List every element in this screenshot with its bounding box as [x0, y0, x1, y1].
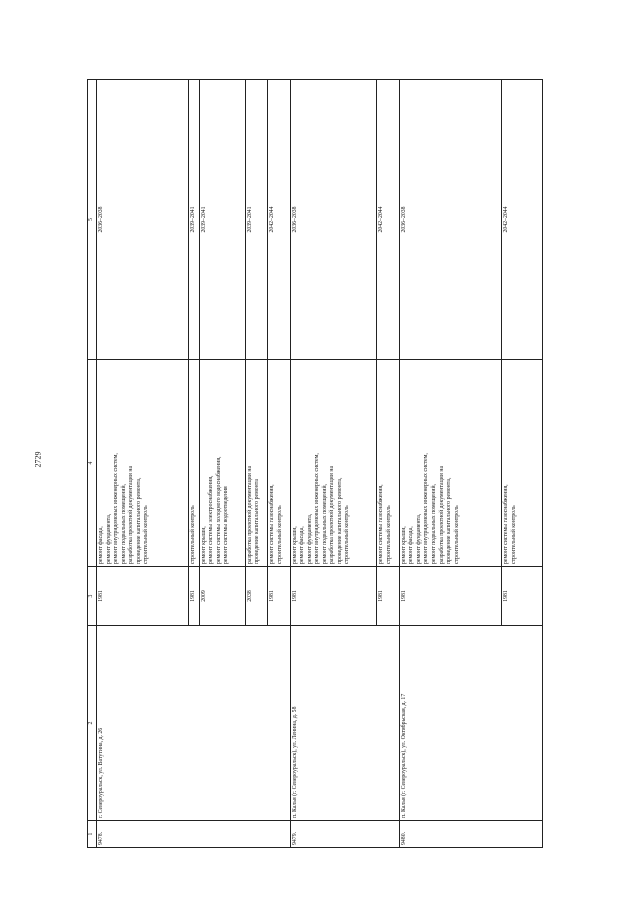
- record-year: 1981: [399, 567, 501, 626]
- work-item: проведение капитального ремонта: [254, 479, 261, 564]
- work-item: ремонт крыши,: [291, 526, 298, 564]
- record-period: 2036–2038: [97, 80, 189, 360]
- work-item: ремонт крыши,: [400, 526, 407, 564]
- record-works: [97, 360, 189, 567]
- record-works: [268, 360, 290, 567]
- repair-schedule-table: [87, 79, 543, 848]
- record-period: 2036–2038: [399, 80, 501, 360]
- header-col-5: 5: [88, 80, 97, 360]
- record-year: 1981: [188, 567, 199, 626]
- work-item: строительный контроль: [453, 505, 460, 564]
- header-col-4: 4: [88, 360, 97, 567]
- work-item: строительный контроль: [189, 505, 196, 564]
- work-item: ремонт системы газоснабжения,: [269, 484, 276, 564]
- work-item: разработка проектной документации на: [438, 465, 445, 564]
- work-item: строительный контроль: [276, 505, 283, 564]
- record-works: [502, 360, 543, 567]
- record-period: 2042–2044: [502, 80, 543, 360]
- record-period: 2042–2044: [268, 80, 290, 360]
- work-item: ремонт фасада,: [299, 526, 306, 564]
- header-col-3: 3: [88, 567, 97, 626]
- work-item: разработка проектной документации на: [246, 465, 253, 564]
- work-item: проведение капитального ремонта,: [336, 477, 343, 564]
- work-item: ремонт подвальных помещений,: [321, 484, 328, 564]
- record-number: 9479.: [290, 821, 399, 848]
- record-number: 9478.: [97, 821, 291, 848]
- work-item: строительный контроль: [510, 505, 517, 564]
- table-row: [399, 80, 501, 848]
- record-year: 1981: [290, 567, 377, 626]
- work-item: ремонт фундамента,: [105, 513, 112, 564]
- record-address: п. Калья (г. Североуральск), ул. Ленина, д. 58: [290, 626, 399, 821]
- record-works: [399, 360, 501, 567]
- work-item: ремонт крыши,: [200, 526, 207, 564]
- work-item: проведение капитального ремонта,: [446, 477, 453, 564]
- work-item: ремонт внутридомовых инженерных систем,: [113, 453, 120, 564]
- record-works: [199, 360, 245, 567]
- record-year: 1981: [268, 567, 290, 626]
- record-year: 2009: [199, 567, 245, 626]
- work-item: ремонт подвальных помещений,: [431, 484, 438, 564]
- page-number: 2729: [33, 451, 43, 468]
- work-item: строительный контроль: [385, 505, 392, 564]
- record-period: 2039–2041: [199, 80, 245, 360]
- header-col-1: 1: [88, 821, 97, 848]
- work-item: ремонт фундамента,: [415, 513, 422, 564]
- work-item: проведение капитального ремонта,: [135, 477, 142, 564]
- record-number: 9480.: [399, 821, 542, 848]
- record-works: [377, 360, 399, 567]
- work-item: разработка проектной документации на: [128, 465, 135, 564]
- work-item: ремонт внутридомовых инженерных систем,: [423, 453, 430, 564]
- record-period: 2039–2041: [245, 80, 267, 360]
- record-period: 2039–2041: [188, 80, 199, 360]
- record-year: 1981: [502, 567, 543, 626]
- table-row: [97, 80, 189, 848]
- work-item: ремонт системы газоснабжения,: [378, 484, 385, 564]
- record-period: 2042–2044: [377, 80, 399, 360]
- work-item: разработка проектной документации на: [329, 465, 336, 564]
- work-item: ремонт фундамента,: [306, 513, 313, 564]
- table-row: [290, 80, 377, 848]
- record-works: [290, 360, 377, 567]
- record-period: 2036–2038: [290, 80, 377, 360]
- work-item: строительный контроль: [344, 505, 351, 564]
- record-address: п. Калья (г. Североуральск), ул. Октябрьская, д. 17: [399, 626, 542, 821]
- work-item: ремонт подвальных помещений,: [120, 484, 127, 564]
- work-item: ремонт системы газоснабжения,: [503, 484, 510, 564]
- work-item: строительный контроль: [143, 505, 150, 564]
- header-col-2: 2: [88, 626, 97, 821]
- record-year: 1981: [377, 567, 399, 626]
- work-item: ремонт фасада,: [98, 526, 104, 564]
- work-item: ремонт системы холодного водоснабжения,: [215, 456, 222, 564]
- record-works: [188, 360, 199, 567]
- rotated-table-container: [87, 79, 543, 848]
- work-item: ремонт системы электроснабжения,: [208, 475, 215, 564]
- work-item: ремонт внутридомовых инженерных систем,: [314, 453, 321, 564]
- record-year: 1981: [97, 567, 189, 626]
- record-year: 2038: [245, 567, 267, 626]
- work-item: ремонт фасада,: [408, 526, 415, 564]
- header-row: [88, 80, 97, 848]
- work-item: ремонт системы водоотведения: [223, 486, 230, 564]
- record-works: [245, 360, 267, 567]
- record-address: г. Североуральск, ул. Ватутина, д. 26: [97, 626, 291, 821]
